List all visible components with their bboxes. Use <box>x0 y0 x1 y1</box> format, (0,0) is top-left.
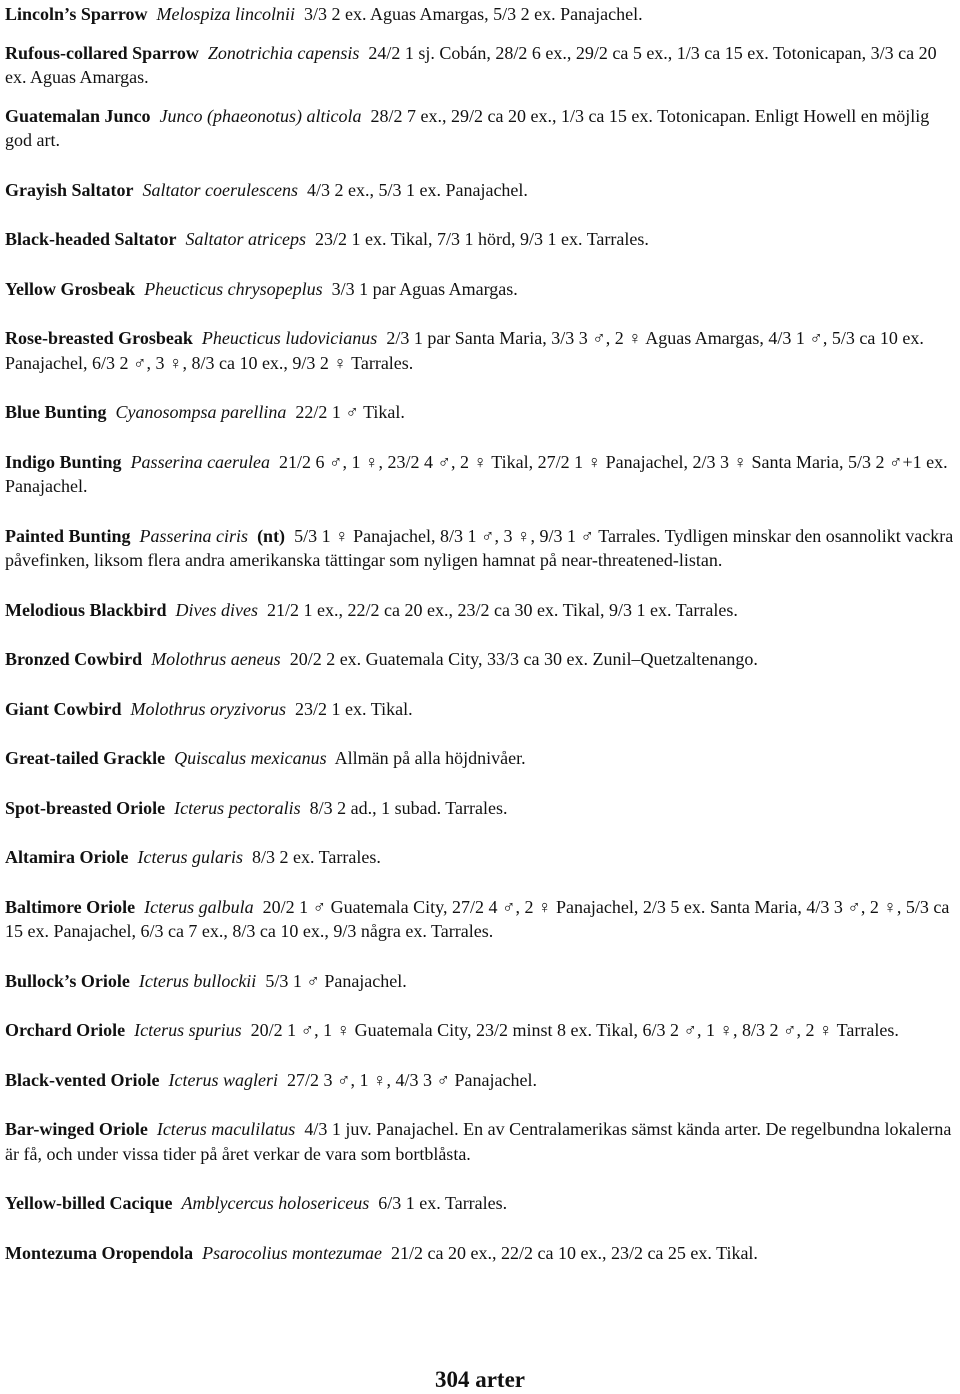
species-latin: Molothrus oryzivorus <box>130 698 287 719</box>
species-notes: 3/3 1 par Aguas Amargas. <box>331 278 518 299</box>
species-entry <box>5 697 955 722</box>
species-entry <box>5 1117 955 1166</box>
species-notes: 3/3 2 ex. Aguas Amargas, 5/3 2 ex. Panajachel. <box>304 4 643 24</box>
species-notes: 5/3 1 ♂ Panajachel. <box>265 970 407 991</box>
species-entry <box>5 524 955 573</box>
species-latin: Passerina ciris <box>139 525 249 546</box>
species-latin: Junco (phaeonotus) alticola <box>159 105 362 126</box>
species-entry <box>5 2 955 27</box>
species-name: Bar-winged Oriole <box>5 1119 148 1139</box>
species-name: Lincoln’s Sparrow <box>5 4 148 24</box>
species-entry <box>5 845 955 870</box>
species-latin: Molothrus aeneus <box>151 649 281 669</box>
species-name: Bronzed Cowbird <box>5 649 143 669</box>
species-name: Yellow-billed Cacique <box>5 1193 173 1213</box>
species-notes: 23/2 1 ex. Tikal. <box>295 698 413 719</box>
species-list <box>5 0 955 1265</box>
species-latin: Melospiza lincolnii <box>156 4 296 24</box>
species-latin: Icterus bullockii <box>138 970 257 991</box>
species-entry <box>5 41 955 90</box>
species-name: Guatemalan Junco <box>5 105 151 126</box>
species-latin: Pheucticus ludovicianus <box>201 328 378 348</box>
species-entry <box>5 227 955 252</box>
species-entry <box>5 1241 955 1266</box>
species-total: 304 arter <box>434 1367 526 1392</box>
species-latin: Dives dives <box>175 599 258 620</box>
species-name: Painted Bunting <box>5 525 131 546</box>
species-notes: 4/3 2 ex., 5/3 1 ex. Panajachel. <box>306 179 528 200</box>
species-notes: 21/2 6 ♂, 1 ♀, 23/2 4 ♂, 2 ♀ Tikal, 27/2 1 ♀ Panajachel, 2/3 3 ♀ Santa Maria, 5/3 2 ♂+1 ex. Panajachel. <box>5 451 948 496</box>
species-latin: Icterus gularis <box>137 847 243 867</box>
species-notes: 20/2 1 ♂, 1 ♀ Guatemala City, 23/2 minst 8 ex. Tikal, 6/3 2 ♂, 1 ♀, 8/3 2 ♂, 2 ♀ Tarrales. <box>250 1020 899 1040</box>
species-name: Black-vented Oriole <box>5 1069 160 1090</box>
species-latin: Icterus galbula <box>144 896 254 917</box>
species-latin: Icterus maculilatus <box>156 1119 296 1139</box>
species-entry <box>5 598 955 623</box>
species-notes: 6/3 1 ex. Tarrales. <box>378 1193 508 1213</box>
species-name: Altamira Oriole <box>5 847 129 867</box>
species-notes: 24/2 1 sj. Cobán, 28/2 6 ex., 29/2 ca 5 ex., 1/3 ca 15 ex. Totonicapan, 3/3 ca 20 ex. Aguas Amargas. <box>5 42 937 87</box>
species-notes: 20/2 1 ♂ Guatemala City, 27/2 4 ♂, 2 ♀ Panajachel, 2/3 5 ex. Santa Maria, 4/3 3 ♂, 2 ♀, 5/3 ca 15 ex. Panajachel, 6/3 ca 7 ex., 8/3 ca 10 ex., 9/3 några ex. Tarrales. <box>5 896 950 941</box>
species-latin: Icterus spurius <box>134 1020 242 1040</box>
species-latin: Quiscalus mexicanus <box>174 748 327 768</box>
species-entry <box>5 796 955 821</box>
species-latin: Zonotrichia capensis <box>207 42 360 63</box>
species-latin: Saltator atriceps <box>185 229 307 249</box>
species-notes: 8/3 2 ex. Tarrales. <box>251 847 381 867</box>
species-entry <box>5 895 955 944</box>
species-entry <box>5 400 955 425</box>
species-notes: 28/2 7 ex., 29/2 ca 20 ex., 1/3 ca 15 ex. Totonicapan. Enligt Howell en möjlig god art. <box>5 105 930 150</box>
species-latin: Icterus wagleri <box>168 1069 278 1090</box>
species-name: Melodious Blackbird <box>5 599 167 620</box>
species-latin: Cyanosompsa parellina <box>115 402 287 422</box>
species-latin: Psarocolius montezumae <box>202 1242 382 1263</box>
species-notes: 5/3 1 ♀ Panajachel, 8/3 1 ♂, 3 ♀, 9/3 1 ♂ Tarrales. Tydligen minskar den osannolikt vackra påvefinken, liksom flera andra amerikanska tättingar som nyligen hamnat på near-threatened-listan. <box>5 525 954 570</box>
species-notes: 22/2 1 ♂ Tikal. <box>295 402 405 422</box>
species-notes: Allmän på alla höjdnivåer. <box>334 748 526 768</box>
species-notes: 23/2 1 ex. Tikal, 7/3 1 hörd, 9/3 1 ex. Tarrales. <box>315 229 649 249</box>
species-name: Great-tailed Grackle <box>5 748 166 768</box>
species-latin: Amblycercus holosericeus <box>181 1193 370 1213</box>
species-name: Montezuma Oropendola <box>5 1242 194 1263</box>
species-name: Black-headed Saltator <box>5 229 177 249</box>
species-latin: Saltator coerulescens <box>142 179 298 200</box>
species-name: Yellow Grosbeak <box>5 278 136 299</box>
species-name: Bullock’s Oriole <box>5 970 130 991</box>
species-entry <box>5 1068 955 1093</box>
species-entry <box>5 1018 955 1043</box>
species-name: Rose-breasted Grosbeak <box>5 328 193 348</box>
species-name: Indigo Bunting <box>5 451 122 472</box>
species-notes: 4/3 1 juv. Panajachel. En av Centralamerikas sämst kända arter. De regelbundna lokalerna är få, och under vissa tider på året verkar de vara som bortblåsta. <box>5 1119 952 1164</box>
species-notes: 21/2 1 ex., 22/2 ca 20 ex., 23/2 ca 30 ex. Tikal, 9/3 1 ex. Tarrales. <box>267 599 738 620</box>
species-entry <box>5 104 955 153</box>
species-name: Blue Bunting <box>5 402 107 422</box>
species-name: Rufous-collared Sparrow <box>5 42 199 63</box>
species-notes: 2/3 1 par Santa Maria, 3/3 3 ♂, 2 ♀ Aguas Amargas, 4/3 1 ♂, 5/3 ca 10 ex. Panajachel, 6/3 2 ♂, 3 ♀, 8/3 ca 10 ex., 9/3 2 ♀ Tarrales. <box>5 328 924 373</box>
species-entry <box>5 969 955 994</box>
species-entry <box>5 746 955 771</box>
species-name: Giant Cowbird <box>5 698 122 719</box>
species-notes: 8/3 2 ad., 1 subad. Tarrales. <box>309 797 508 818</box>
species-name: Baltimore Oriole <box>5 896 136 917</box>
species-entry <box>5 178 955 203</box>
species-notes: 27/2 3 ♂, 1 ♀, 4/3 3 ♂ Panajachel. <box>286 1069 537 1090</box>
species-notes: 21/2 ca 20 ex., 22/2 ca 10 ex., 23/2 ca 25 ex. Tikal. <box>391 1242 758 1263</box>
conservation-status: (nt) <box>257 525 286 546</box>
species-entry <box>5 450 955 499</box>
species-latin: Pheucticus chrysopeplus <box>144 278 323 299</box>
species-entry <box>5 277 955 302</box>
species-entry <box>5 1191 955 1216</box>
species-name: Spot-breasted Oriole <box>5 797 166 818</box>
species-name: Orchard Oriole <box>5 1020 126 1040</box>
species-name: Grayish Saltator <box>5 179 134 200</box>
species-entry <box>5 326 955 375</box>
species-notes: 20/2 2 ex. Guatemala City, 33/3 ca 30 ex. Zunil–Quetzaltenango. <box>289 649 758 669</box>
species-entry <box>5 647 955 672</box>
species-latin: Passerina caerulea <box>130 451 271 472</box>
species-latin: Icterus pectoralis <box>174 797 301 818</box>
